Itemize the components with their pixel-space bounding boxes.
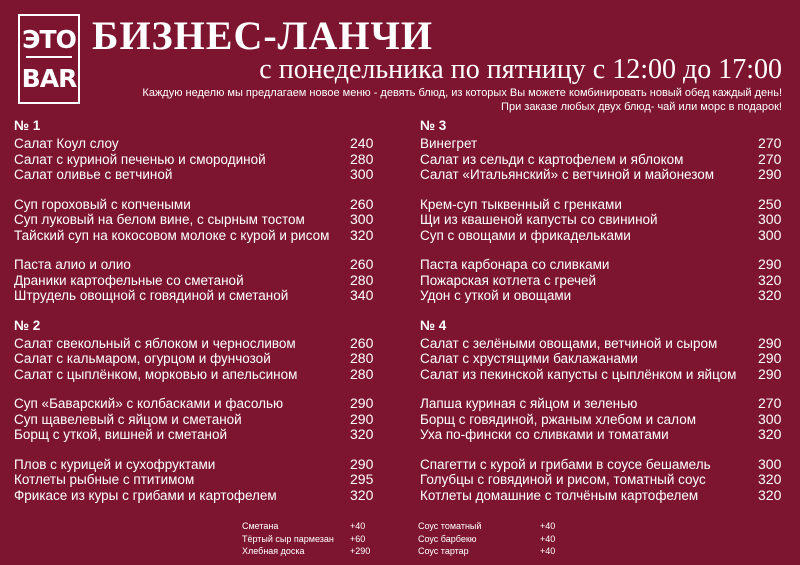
- schedule-subtitle: с понедельника по пятницу с 12:00 до 17:00: [259, 54, 782, 85]
- dish-name: Суп щавелевый с яйцом и сметаной: [14, 411, 242, 427]
- dish-group: [14, 396, 384, 443]
- page-title: БИЗНЕС-ЛАНЧИ: [92, 13, 433, 58]
- dish-price: 290: [350, 395, 374, 411]
- dish-group: [420, 136, 792, 183]
- dish-name: Паста алио и олио: [14, 257, 131, 272]
- dish-price: 290: [350, 410, 374, 427]
- dish-price: 290: [758, 256, 782, 272]
- menu-set: [420, 116, 792, 304]
- dish-price: 290: [758, 334, 782, 351]
- dish-row: [420, 257, 792, 273]
- set-title: № 3: [420, 118, 447, 133]
- intro-text: [142, 86, 782, 114]
- dish-row: [14, 167, 384, 183]
- dish-row: [14, 351, 384, 367]
- dish-price: 320: [758, 426, 782, 442]
- dish-row: [420, 336, 792, 352]
- dish-price: 250: [758, 195, 782, 212]
- dish-row: [420, 136, 792, 152]
- dish-price: 270: [758, 150, 782, 167]
- dish-price: 290: [758, 350, 782, 366]
- dish-price: 260: [350, 334, 374, 351]
- extra-item: [418, 545, 555, 558]
- dish-price: 300: [350, 211, 374, 227]
- dish-name: Суп «Баварский» с колбасками и фасолью: [14, 396, 284, 411]
- logo-divider: [26, 56, 72, 58]
- dish-price: 320: [758, 471, 782, 487]
- dish-row: [14, 136, 384, 152]
- extra-price: +40: [540, 521, 556, 531]
- extra-name: Соус тартар: [418, 546, 469, 556]
- dish-name: Плов с курицей и сухофруктами: [14, 456, 216, 472]
- dish-name: Котлеты рыбные с птитимом: [14, 472, 195, 487]
- dish-group: [420, 257, 792, 304]
- dish-row: [420, 273, 792, 289]
- dish-row: [420, 367, 792, 383]
- extra-name: Хлебная доска: [242, 546, 305, 556]
- dish-name: Спагетти с курой и грибами в соусе бешамель: [420, 456, 711, 472]
- dish-row: [420, 488, 792, 504]
- dish-name: Тайский суп на кокосовом молоке с курой и рисом: [14, 227, 330, 243]
- dish-group: [14, 257, 384, 304]
- dish-price: 280: [350, 350, 374, 366]
- dish-name: Паста карбонара со сливками: [420, 257, 610, 272]
- dish-name: Суп с овощами и фрикадельками: [420, 227, 631, 243]
- dish-price: 320: [350, 226, 374, 243]
- dish-name: Удон с уткой и овощами: [420, 288, 572, 303]
- dish-name: Салат из сельди с картофелем и яблоком: [420, 151, 684, 167]
- dish-row: [14, 336, 384, 352]
- dish-name: Салат свекольный с яблоком и черносливом: [14, 335, 296, 351]
- dish-row: [14, 396, 384, 412]
- dish-name: Щи из квашеной капусты со свининой: [420, 212, 658, 227]
- dish-row: [420, 228, 792, 244]
- dish-row: [14, 228, 384, 244]
- dish-name: Салат с хрустящими баклажанами: [420, 351, 638, 366]
- dish-row: [14, 273, 384, 289]
- dish-row: [14, 288, 384, 304]
- menu-column-left: [14, 116, 384, 517]
- dish-group: [420, 457, 792, 504]
- dish-row: [420, 396, 792, 412]
- dish-name: Салат с кальмаром, огурцом и фунчозой: [14, 351, 271, 366]
- dish-name: Уха по-фински со сливками и томатами: [420, 427, 669, 442]
- dish-name: Салат из пекинской капусты с цыплёнком и яйцом: [420, 366, 737, 382]
- dish-price: 320: [758, 271, 782, 288]
- dish-name: Суп гороховый с копчеными: [14, 196, 191, 212]
- dish-name: Фрикасе из куры с грибами и картофелем: [14, 487, 277, 503]
- dish-price: 300: [758, 211, 782, 227]
- dish-row: [14, 212, 384, 228]
- extra-price: +40: [540, 546, 556, 556]
- extra-price: +290: [350, 546, 371, 556]
- extra-name: Сметана: [242, 521, 279, 531]
- logo-line-1: ЭТО: [22, 25, 76, 54]
- dish-row: [14, 152, 384, 168]
- dish-price: 340: [350, 287, 374, 303]
- extra-item: [242, 520, 370, 533]
- dish-group: [420, 396, 792, 443]
- dish-name: Котлеты домашние с толчёным картофелем: [420, 487, 699, 503]
- dish-row: [420, 197, 792, 213]
- dish-row: [14, 257, 384, 273]
- menu-set: [14, 316, 384, 504]
- dish-row: [420, 288, 792, 304]
- dish-name: Борщ с говядиной, ржаным хлебом и салом: [420, 411, 696, 427]
- menu-column-right: [420, 116, 792, 517]
- dish-price: 280: [350, 150, 374, 167]
- extras-list-right: [418, 520, 555, 558]
- dish-row: [420, 457, 792, 473]
- set-title: № 4: [420, 317, 447, 333]
- extra-price: +40: [540, 533, 556, 544]
- dish-row: [14, 457, 384, 473]
- dish-name: Салат оливье с ветчиной: [14, 167, 173, 182]
- dish-row: [420, 152, 792, 168]
- dish-price: 290: [758, 166, 782, 182]
- dish-group: [420, 336, 792, 383]
- dish-group: [14, 457, 384, 504]
- dish-price: 320: [350, 426, 374, 442]
- dish-name: Голубцы с говядиной и рисом, томатный соус: [420, 472, 706, 487]
- dish-name: Винегрет: [420, 136, 478, 151]
- dish-price: 300: [758, 455, 782, 472]
- extra-name: Соус томатный: [418, 521, 482, 531]
- extra-name: Соус барбекю: [418, 533, 477, 544]
- dish-name: Салат Коул слоу: [14, 136, 119, 151]
- dish-name: Лапша куриная с яйцом и зеленью: [420, 396, 638, 411]
- extra-item: [418, 533, 555, 546]
- dish-name: Салат «Итальянский» с ветчиной и майонезом: [420, 167, 715, 182]
- dish-price: 320: [758, 287, 782, 303]
- extra-item: [242, 545, 370, 558]
- dish-price: 270: [758, 395, 782, 411]
- intro-line-1: Каждую неделю мы предлагаем новое меню - девять блюд, из которых Вы можете комбинировать новый обед каждый день!: [142, 87, 782, 99]
- extra-item: [418, 520, 555, 533]
- dish-name: Суп луковый на белом вине, с сырным тостом: [14, 212, 305, 227]
- dish-price: 290: [350, 455, 374, 472]
- dish-row: [14, 488, 384, 504]
- intro-line-2: При заказе любых двух блюд- чай или морс в подарок!: [501, 101, 782, 113]
- dish-price: 280: [350, 271, 374, 288]
- dish-row: [420, 472, 792, 488]
- dish-name: Борщ с уткой, вишней и сметаной: [14, 427, 228, 442]
- menu-set: [14, 116, 384, 304]
- dish-group: [14, 197, 384, 244]
- dish-row: [420, 427, 792, 443]
- dish-price: 240: [350, 135, 374, 151]
- menu-set: [420, 316, 792, 504]
- dish-price: 295: [350, 471, 374, 487]
- dish-row: [420, 212, 792, 228]
- dish-price: 320: [350, 486, 374, 503]
- dish-price: 280: [350, 365, 374, 382]
- dish-row: [14, 472, 384, 488]
- extra-price: +40: [350, 521, 366, 531]
- dish-name: Пожарская котлета с гречей: [420, 272, 597, 288]
- dish-name: Салат с цыплёнком, морковью и апельсином: [14, 366, 298, 382]
- extra-name: Тёртый сыр пармезан: [242, 533, 334, 544]
- dish-price: 300: [758, 410, 782, 427]
- dish-price: 260: [350, 195, 374, 212]
- dish-name: Крем-суп тыквенный с гренками: [420, 196, 622, 212]
- bar-logo: [18, 14, 80, 104]
- dish-row: [420, 351, 792, 367]
- dish-row: [420, 412, 792, 428]
- set-title: № 2: [14, 317, 41, 333]
- dish-price: 260: [350, 256, 374, 272]
- extra-item: [242, 533, 370, 546]
- dish-row: [14, 412, 384, 428]
- logo-line-2: BAR: [21, 64, 77, 93]
- dish-row: [14, 427, 384, 443]
- dish-name: Драники картофельные со сметаной: [14, 272, 244, 288]
- dish-name: Салат с зелёными овощами, ветчиной и сыром: [420, 335, 718, 351]
- dish-price: 300: [350, 166, 374, 182]
- dish-price: 270: [758, 135, 782, 151]
- dish-group: [420, 197, 792, 244]
- dish-group: [14, 336, 384, 383]
- dish-row: [420, 167, 792, 183]
- dish-price: 290: [758, 365, 782, 382]
- dish-name: Салат с куриной печенью и смородиной: [14, 151, 266, 167]
- extras-list-left: [242, 520, 370, 558]
- extra-price: +60: [350, 533, 366, 544]
- dish-row: [14, 367, 384, 383]
- dish-price: 320: [758, 486, 782, 503]
- dish-name: Штрудель овощной с говядиной и сметаной: [14, 288, 289, 303]
- dish-row: [14, 197, 384, 213]
- dish-price: 300: [758, 226, 782, 243]
- dish-group: [14, 136, 384, 183]
- set-title: № 1: [14, 118, 41, 133]
